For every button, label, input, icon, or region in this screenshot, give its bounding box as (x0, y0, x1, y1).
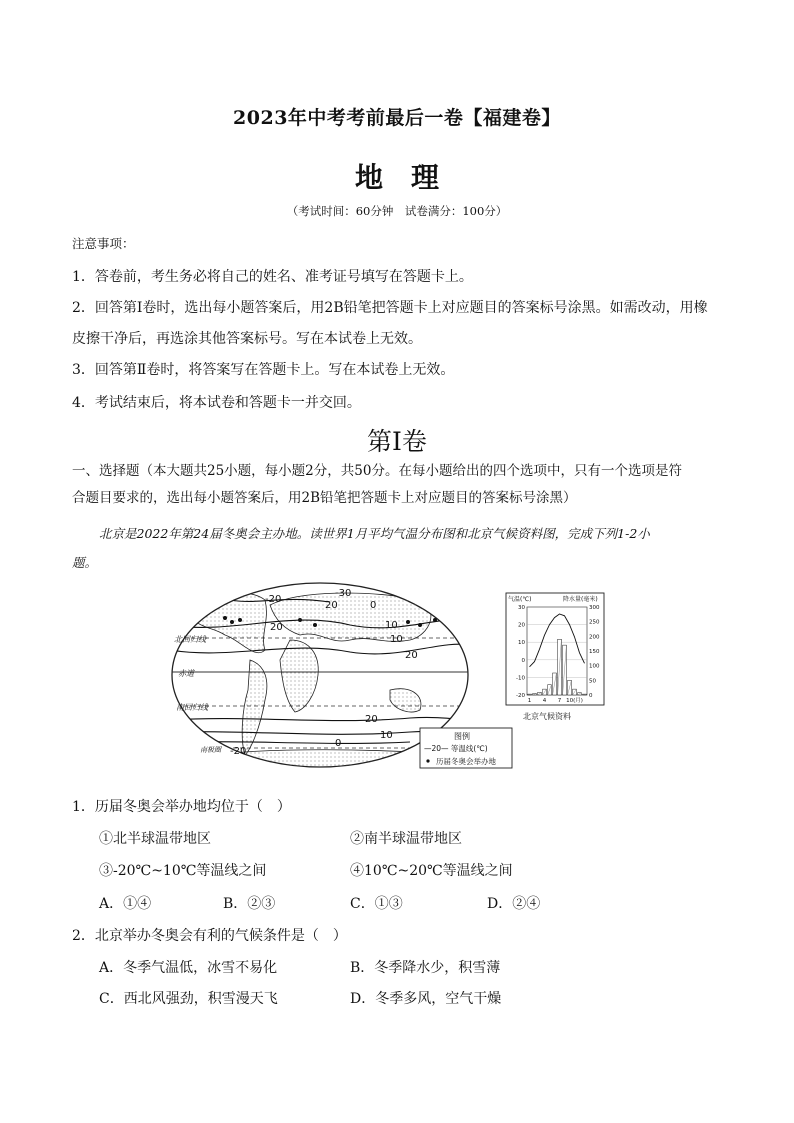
left-axis-title: 气温(℃) (508, 596, 532, 603)
left-tick-label: -20 (516, 693, 525, 699)
right-tick-label: 300 (589, 605, 600, 611)
statement: ①北半球温带地区 (99, 831, 211, 847)
option-c[interactable]: C．西北风强劲，积雪漫天飞 (99, 991, 278, 1007)
isotherm-label: 20 (325, 600, 338, 611)
statement: ②南半球温带地区 (350, 831, 462, 847)
x-tick-label: 4 (542, 698, 547, 704)
option-c[interactable]: C．①③ (350, 896, 403, 912)
climate-chart-caption: 北京气候资料 (523, 712, 571, 721)
legend-host: 历届冬奥会举办地 (436, 757, 496, 766)
map-label-antarctic: 南极圈 (200, 746, 221, 754)
section-instruction: 一、选择题（本大题共25小题，每小题2分，共50分。在每小题给出的四个选项中，只有一个选项是符 (72, 463, 682, 479)
option-a[interactable]: A．冬季气温低，冰雪不易化 (99, 960, 278, 976)
note-item: 皮擦干净后，再选涂其他答案标号。写在本试卷上无效。 (72, 331, 422, 347)
option-b[interactable]: B．冬季降水少，积雪薄 (350, 960, 501, 976)
x-tick-label: 1 (527, 698, 532, 704)
right-tick-label: 0 (589, 693, 593, 699)
legend-title: 图例 (454, 732, 470, 741)
exam-title: 2023年中考考前最后一卷【福建卷】 (233, 107, 561, 129)
intro-text: 北京是2022年第24届冬奥会主办地。读世界1月平均气温分布图和北京气候资料图，完成下列1-2小 (99, 526, 650, 541)
question-2-stem: 2．北京举办冬奥会有利的气候条件是（ ） (72, 928, 347, 944)
left-tick-label: 20 (518, 622, 525, 629)
left-tick-label: 30 (518, 605, 525, 611)
left-tick-label: 0 (521, 657, 525, 664)
right-tick-label: 200 (589, 634, 600, 641)
x-tick-label: 10(月) (566, 698, 583, 704)
option-b[interactable]: B．②③ (223, 896, 276, 912)
isotherm-label: -20 (265, 594, 282, 605)
isotherm-label: -20 (230, 746, 247, 757)
intro-text: 题。 (72, 555, 98, 570)
option-d[interactable]: D．②④ (487, 896, 541, 912)
statement: ④10℃~20℃等温线之间 (350, 863, 513, 879)
option-d[interactable]: D．冬季多风，空气干燥 (350, 991, 502, 1007)
section-instruction: 合题目要求的，选出每小题答案后，用2B铅笔把答题卡上对应题目的答案标号涂黑） (72, 490, 577, 506)
isotherm-label: 0 (335, 738, 342, 749)
isotherm-label: 20 (365, 714, 378, 725)
note-item: 2．回答第Ⅰ卷时，选出每小题答案后，用2B铅笔把答题卡上对应题目的答案标号涂黑。如需改动，用橡 (72, 300, 708, 316)
section-title: 第Ⅰ卷 (367, 427, 427, 456)
isotherm-label: -30 (335, 588, 352, 599)
question-1-stem: 1．历届冬奥会举办地均位于（ ） (72, 799, 291, 815)
note-item: 1．答卷前，考生务必将自己的姓名、准考证号填写在答题卡上。 (72, 269, 473, 285)
subject-title: 地理 (354, 161, 467, 194)
isotherm-label: 0 (370, 600, 377, 611)
world-temperature-map (170, 580, 515, 770)
map-label-equator: 赤道 (178, 669, 194, 678)
right-tick-label: 50 (589, 678, 596, 685)
legend-dot-icon (426, 759, 429, 762)
exam-info: （考试时间：60分钟 试卷满分：100分） (286, 204, 508, 218)
right-axis-title: 降水量(毫米) (563, 596, 598, 603)
map-label-north-tropic: 北回归线 (174, 635, 206, 644)
right-tick-label: 150 (589, 649, 600, 655)
isotherm-label: 10 (380, 730, 393, 741)
note-item: 3．回答第Ⅱ卷时，将答案写在答题卡上。写在本试卷上无效。 (72, 362, 455, 378)
isotherm-label: 20 (270, 622, 283, 633)
map-label-south-tropic: 南回归线 (176, 703, 208, 712)
right-tick-label: 250 (589, 619, 600, 626)
isotherm-label: 10 (385, 620, 398, 631)
notes-heading: 注意事项： (72, 236, 135, 251)
note-item: 4．考试结束后，将本试卷和答题卡一并交回。 (72, 395, 361, 411)
isotherm-label: 20 (405, 650, 418, 661)
option-a[interactable]: A．①④ (99, 896, 152, 912)
statement: ③-20℃~10℃等温线之间 (99, 863, 267, 879)
left-tick-label: 10 (518, 640, 525, 647)
right-tick-label: 100 (589, 663, 600, 670)
legend-isotherm: —20— 等温线(℃) (424, 744, 488, 753)
left-tick-label: -10 (516, 675, 525, 682)
isotherm-label: 10 (390, 634, 403, 645)
x-tick-label: 7 (557, 698, 562, 704)
beijing-climate-chart (505, 592, 605, 722)
